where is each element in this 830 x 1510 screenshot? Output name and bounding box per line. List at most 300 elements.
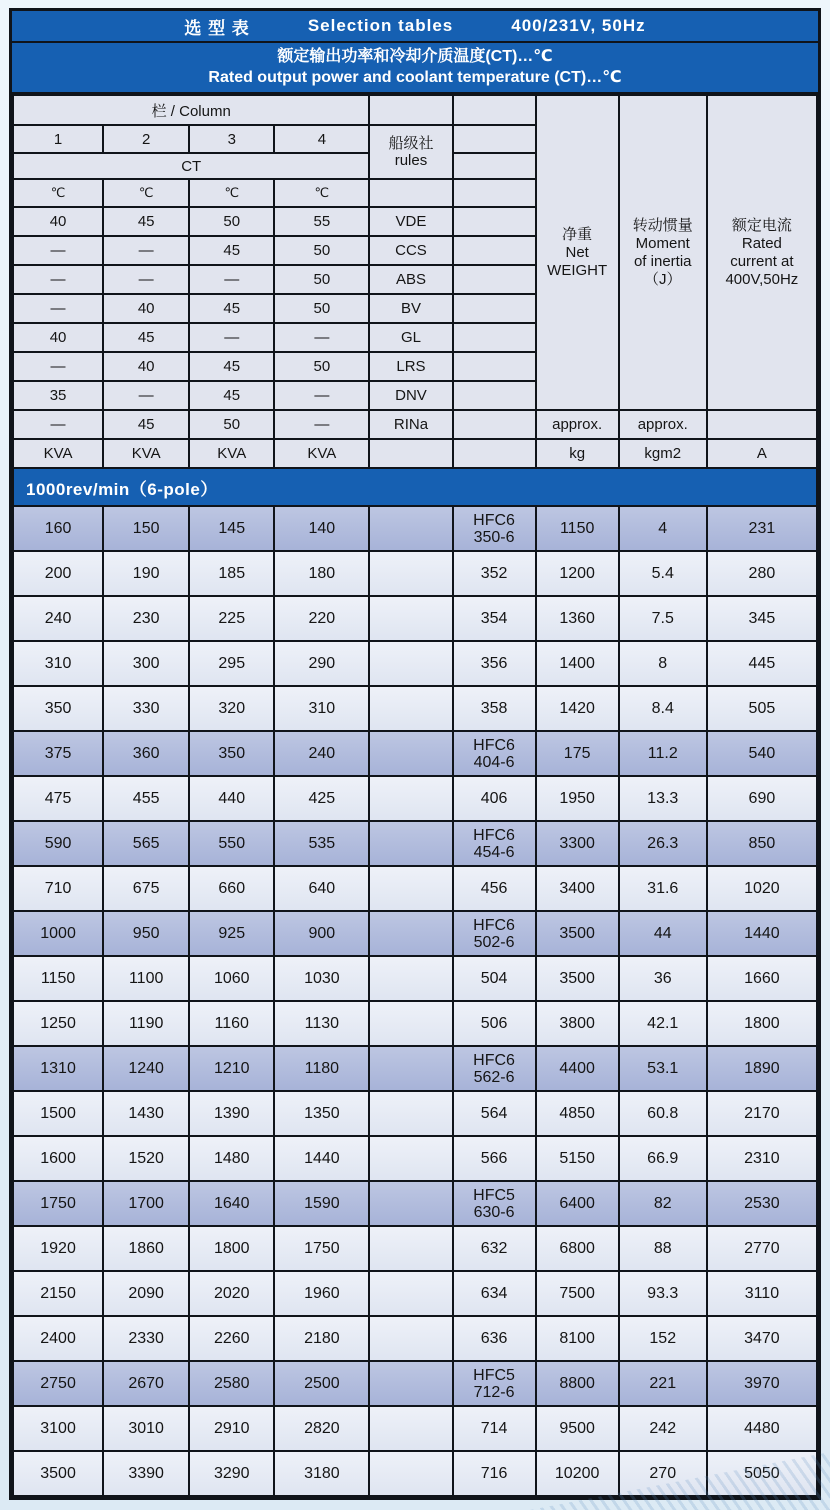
title-voltage-spec: 400/231V, 50Hz [511,16,646,35]
kva-value: 1190 [103,1001,189,1046]
model-cell [453,1046,536,1091]
table-row [13,911,817,956]
empty-cell [369,506,452,551]
kva-value: 1520 [103,1136,189,1181]
current-value: 3110 [707,1271,817,1316]
table-row [13,641,817,686]
model-cell [453,911,536,956]
empty-cell [453,410,536,439]
kva-value: 310 [274,686,369,731]
kgm2-unit: kgm2 [619,439,707,468]
kva-value: 1060 [189,956,274,1001]
table-row [13,1181,817,1226]
ct-value: — [13,352,103,381]
table-row [13,1361,817,1406]
kva-value: 3010 [103,1406,189,1451]
empty-cell [369,1271,452,1316]
kva-value: 180 [274,551,369,596]
model-cell [453,821,536,866]
table-row [13,1271,817,1316]
column-number: 3 [189,125,274,153]
weight-value: 1400 [536,641,619,686]
table-row [13,1406,817,1451]
model-line: 358 [480,700,508,717]
degree-unit: ℃ [13,179,103,207]
weight-value: 3500 [536,911,619,956]
inertia-label-cn: 转动惯量 [632,216,693,234]
model-cell [453,1091,536,1136]
degree-unit: ℃ [103,179,189,207]
empty-cell [453,125,536,153]
model-cell [453,1451,536,1496]
current-label-spec: 400V,50Hz [725,270,799,288]
ct-value: 50 [189,207,274,236]
rule-name: VDE [369,207,452,236]
kva-value: 310 [13,641,103,686]
kva-value: 150 [103,506,189,551]
ct-value: — [189,323,274,352]
weight-value: 175 [536,731,619,776]
model-line: 406 [480,790,508,807]
empty-cell [369,1136,452,1181]
kva-value: 2260 [189,1316,274,1361]
kva-value: 220 [274,596,369,641]
kva-value: 455 [103,776,189,821]
empty-cell [369,686,452,731]
inertia-value: 53.1 [619,1046,707,1091]
model-line: HFC6 [473,916,515,934]
table-row [13,731,817,776]
model-cell [453,1226,536,1271]
current-value: 280 [707,551,817,596]
model-line: HFC6 [473,1051,515,1069]
weight-value: 1360 [536,596,619,641]
model-cell [453,506,536,551]
table-row [13,551,817,596]
kva-value: 1600 [13,1136,103,1181]
kva-unit: KVA [189,439,274,468]
column-group-label: 栏 / Column [13,95,369,125]
inertia-value: 26.3 [619,821,707,866]
net-weight-header [536,95,619,410]
weight-value: 3300 [536,821,619,866]
model-cell [453,686,536,731]
weight-value: 1420 [536,686,619,731]
inertia-value: 7.5 [619,596,707,641]
kva-value: 1310 [13,1046,103,1091]
weight-value: 3800 [536,1001,619,1046]
column-number: 2 [103,125,189,153]
ct-value: — [13,265,103,294]
rule-name: GL [369,323,452,352]
inertia-value: 5.4 [619,551,707,596]
classification-society-header [369,125,452,179]
kva-value: 2670 [103,1361,189,1406]
empty-cell [369,179,452,207]
inertia-value: 8.4 [619,686,707,731]
ct-value: — [274,410,369,439]
kva-value: 350 [13,686,103,731]
kva-value: 375 [13,731,103,776]
kva-value: 1130 [274,1001,369,1046]
current-value: 3470 [707,1316,817,1361]
empty-cell [453,236,536,265]
rule-name: LRS [369,352,452,381]
table-row [13,1136,817,1181]
current-value: 540 [707,731,817,776]
empty-cell [453,179,536,207]
table-row [13,956,817,1001]
current-value: 445 [707,641,817,686]
empty-cell [453,153,536,179]
model-line: 564 [480,1105,508,1122]
model-cell [453,956,536,1001]
inertia-value: 31.6 [619,866,707,911]
current-label-cn: 额定电流 [731,216,792,234]
kva-value: 900 [274,911,369,956]
kva-value: 1100 [103,956,189,1001]
kva-value: 2330 [103,1316,189,1361]
kva-value: 3500 [13,1451,103,1496]
current-value: 1660 [707,956,817,1001]
model-line: 506 [480,1015,508,1032]
empty-cell [369,1001,452,1046]
model-line: 562-6 [473,1068,515,1086]
kva-value: 3390 [103,1451,189,1496]
rule-name: CCS [369,236,452,265]
empty-cell [369,439,452,468]
model-cell [453,596,536,641]
ct-value: — [103,236,189,265]
ct-value: 45 [189,381,274,410]
empty-cell [369,1361,452,1406]
empty-cell [369,551,452,596]
empty-cell [453,207,536,236]
ct-value: — [274,323,369,352]
model-line: 456 [480,880,508,897]
table-row [13,1226,817,1271]
ct-value: 45 [103,410,189,439]
kva-value: 1640 [189,1181,274,1226]
weight-value: 6400 [536,1181,619,1226]
ct-value: — [13,294,103,323]
ct-value: 40 [103,294,189,323]
weight-value: 8100 [536,1316,619,1361]
current-value: 1020 [707,866,817,911]
kva-value: 2090 [103,1271,189,1316]
kva-value: 1030 [274,956,369,1001]
rule-name: BV [369,294,452,323]
empty-cell [453,352,536,381]
kva-value: 2180 [274,1316,369,1361]
model-line: 632 [480,1240,508,1257]
kva-value: 925 [189,911,274,956]
weight-value: 3400 [536,866,619,911]
inertia-label-en1: Moment [635,234,690,252]
model-cell [453,551,536,596]
model-line: 352 [480,565,508,582]
title-cn: 选 型 表 [184,18,250,38]
ampere-unit: A [707,439,817,468]
model-line: 404-6 [473,753,515,771]
column-number: 4 [274,125,369,153]
ct-value: — [103,381,189,410]
kva-value: 950 [103,911,189,956]
model-line: 354 [480,610,508,627]
inertia-value: 221 [619,1361,707,1406]
ct-value: 45 [189,352,274,381]
empty-cell [369,641,452,686]
kva-value: 2750 [13,1361,103,1406]
kva-value: 1750 [274,1226,369,1271]
model-line: 350-6 [473,528,515,546]
ct-value: — [13,410,103,439]
model-cell [453,1136,536,1181]
kva-value: 550 [189,821,274,866]
selection-table [12,94,818,1497]
title-en: Selection tables [307,16,454,35]
current-value: 345 [707,596,817,641]
ct-value: 50 [274,352,369,381]
kva-value: 190 [103,551,189,596]
kva-value: 425 [274,776,369,821]
empty-cell [453,265,536,294]
ct-value: 50 [274,265,369,294]
kva-value: 2820 [274,1406,369,1451]
model-cell [453,776,536,821]
current-value: 1800 [707,1001,817,1046]
ct-value: 45 [103,207,189,236]
empty-cell [369,596,452,641]
kva-value: 230 [103,596,189,641]
inertia-value: 66.9 [619,1136,707,1181]
moment-of-inertia-header [619,95,707,410]
model-line: HFC6 [473,511,515,529]
table-row [13,596,817,641]
empty-cell [369,1091,452,1136]
empty-cell [369,956,452,1001]
table-row [13,776,817,821]
ct-value: — [189,265,274,294]
ct-value: 50 [274,294,369,323]
empty-cell [453,323,536,352]
empty-cell [369,866,452,911]
empty-cell [369,1181,452,1226]
net-weight-label-cn: 净重 [562,225,593,243]
empty-cell [369,95,452,125]
empty-cell [369,1226,452,1271]
model-cell [453,1271,536,1316]
section-label: 1000rev/min（6-pole） [13,468,817,506]
kva-value: 1590 [274,1181,369,1226]
kg-unit: kg [536,439,619,468]
inertia-value: 8 [619,641,707,686]
unit-row [13,439,817,468]
kva-value: 1210 [189,1046,274,1091]
kva-value: 1000 [13,911,103,956]
kva-value: 1180 [274,1046,369,1091]
empty-cell [453,381,536,410]
current-value: 5050 [707,1451,817,1496]
kva-value: 1700 [103,1181,189,1226]
current-value: 2530 [707,1181,817,1226]
model-cell [453,1316,536,1361]
kva-value: 360 [103,731,189,776]
degree-unit: ℃ [189,179,274,207]
weight-value: 1200 [536,551,619,596]
empty-cell [369,731,452,776]
model-line: 502-6 [473,933,515,951]
ct-value: 50 [189,410,274,439]
model-line: 634 [480,1285,508,1302]
inertia-label-en2: of inertia [633,252,692,270]
inertia-value: 42.1 [619,1001,707,1046]
kva-value: 1250 [13,1001,103,1046]
ct-value: 40 [13,207,103,236]
model-line: HFC5 [473,1186,515,1204]
table-row [13,1316,817,1361]
empty-cell [453,95,536,125]
kva-value: 1960 [274,1271,369,1316]
rated-current-header [707,95,817,410]
kva-value: 640 [274,866,369,911]
kva-value: 535 [274,821,369,866]
current-value: 2170 [707,1091,817,1136]
kva-value: 320 [189,686,274,731]
kva-value: 200 [13,551,103,596]
inertia-value: 44 [619,911,707,956]
model-cell [453,731,536,776]
net-weight-label-en1: Net [565,243,589,261]
kva-unit: KVA [103,439,189,468]
kva-value: 140 [274,506,369,551]
inertia-value: 36 [619,956,707,1001]
ct-value: 35 [13,381,103,410]
inertia-label-unit: （J） [643,270,682,288]
net-weight-label-en2: WEIGHT [547,261,608,279]
kva-value: 185 [189,551,274,596]
table-row [13,1091,817,1136]
model-cell [453,641,536,686]
model-line: 630-6 [473,1203,515,1221]
empty-cell [369,1046,452,1091]
kva-value: 440 [189,776,274,821]
kva-value: 565 [103,821,189,866]
rule-name: DNV [369,381,452,410]
kva-value: 240 [274,731,369,776]
kva-value: 710 [13,866,103,911]
model-line: HFC6 [473,826,515,844]
model-line: 716 [480,1465,508,1482]
kva-value: 1150 [13,956,103,1001]
kva-value: 290 [274,641,369,686]
empty-cell [707,410,817,439]
kva-value: 660 [189,866,274,911]
empty-cell [369,821,452,866]
empty-cell [369,776,452,821]
kva-value: 1350 [274,1091,369,1136]
model-line: HFC5 [473,1366,515,1384]
current-value: 1890 [707,1046,817,1091]
kva-value: 1240 [103,1046,189,1091]
ct-value: — [274,381,369,410]
empty-cell [453,439,536,468]
inertia-value: 152 [619,1316,707,1361]
kva-value: 475 [13,776,103,821]
inertia-approx-label: approx. [619,410,707,439]
current-value: 505 [707,686,817,731]
ct-value: 45 [189,236,274,265]
model-cell [453,1001,536,1046]
kva-value: 1920 [13,1226,103,1271]
inertia-value: 242 [619,1406,707,1451]
inertia-value: 60.8 [619,1091,707,1136]
selection-table-sheet [9,8,821,1500]
column-number: 1 [13,125,103,153]
model-cell [453,866,536,911]
title-bar [12,11,818,43]
subtitle-bar [12,43,818,94]
ct-value: 55 [274,207,369,236]
weight-value: 5150 [536,1136,619,1181]
rule-name: RINa [369,410,452,439]
kva-value: 2910 [189,1406,274,1451]
model-line: 636 [480,1330,508,1347]
model-line: 356 [480,655,508,672]
empty-cell [369,911,452,956]
weight-value: 4400 [536,1046,619,1091]
model-cell [453,1406,536,1451]
current-value: 4480 [707,1406,817,1451]
kva-value: 3100 [13,1406,103,1451]
model-line: 714 [480,1420,508,1437]
ct-value: 45 [103,323,189,352]
kva-value: 3290 [189,1451,274,1496]
weight-value: 9500 [536,1406,619,1451]
kva-value: 1160 [189,1001,274,1046]
ct-value: 50 [274,236,369,265]
empty-cell [369,1316,452,1361]
weight-value: 8800 [536,1361,619,1406]
rule-name: ABS [369,265,452,294]
empty-cell [369,1406,452,1451]
kva-value: 590 [13,821,103,866]
ct-rule-row-rina [13,410,817,439]
inertia-value: 13.3 [619,776,707,821]
kva-value: 350 [189,731,274,776]
kva-value: 1860 [103,1226,189,1271]
inertia-value: 4 [619,506,707,551]
current-label-en1: Rated [741,234,782,252]
degree-unit: ℃ [274,179,369,207]
inertia-value: 82 [619,1181,707,1226]
ct-value: 40 [103,352,189,381]
ct-value: 45 [189,294,274,323]
kva-value: 675 [103,866,189,911]
kva-value: 160 [13,506,103,551]
ct-value: — [103,265,189,294]
model-line: 504 [480,970,508,987]
current-value: 1440 [707,911,817,956]
model-line: HFC6 [473,736,515,754]
kva-value: 145 [189,506,274,551]
kva-value: 1480 [189,1136,274,1181]
header-row-column [13,95,817,125]
current-value: 3970 [707,1361,817,1406]
kva-unit: KVA [274,439,369,468]
kva-value: 225 [189,596,274,641]
kva-unit: KVA [13,439,103,468]
